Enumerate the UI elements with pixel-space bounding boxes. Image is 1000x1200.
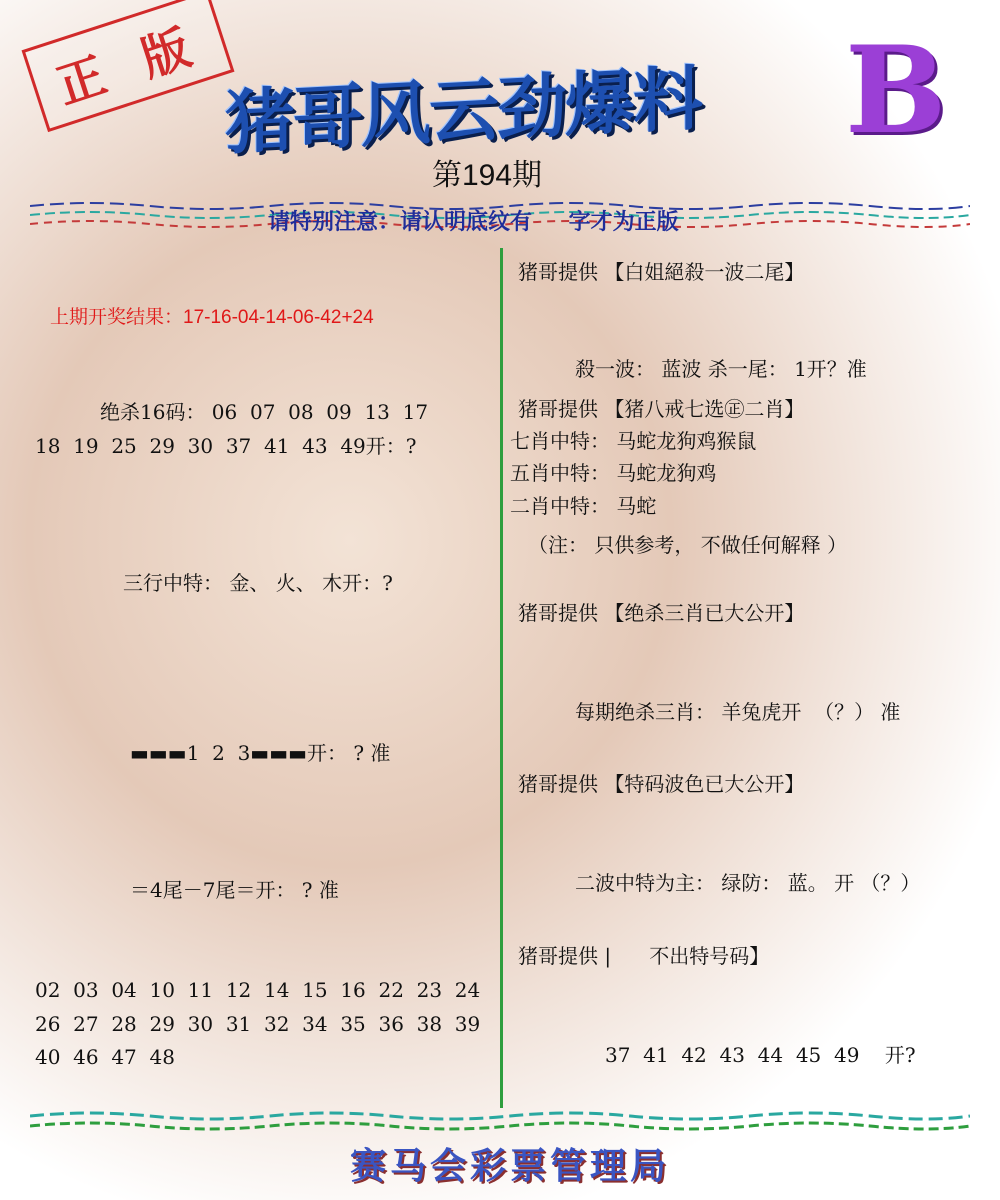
tails-pick: ＝4尾－7尾＝开： ? 准 bbox=[130, 878, 339, 902]
panel2-title: 猪哥提供 【猪八戒七选㊣二肖】 bbox=[518, 397, 805, 421]
panel5-body: 37 41 42 43 44 45 49 开? bbox=[605, 1043, 916, 1067]
panel4-body: 二波中特为主： 绿防： 蓝。 开 （？） bbox=[575, 871, 921, 895]
issue-number: 第194期 bbox=[432, 159, 543, 192]
panel2-two-zodiac: 二肖中特： 马蛇 bbox=[510, 494, 657, 518]
panel3-body: 每期绝杀三肖： 羊兔虎开 （？） 准 bbox=[575, 700, 901, 724]
numbers-line3: 40 46 47 48 bbox=[35, 1045, 175, 1069]
numbers-line2: 26 27 28 29 30 31 32 34 35 36 38 39 bbox=[35, 1012, 481, 1036]
panel2-seven-zodiac: 七肖中特： 马蛇龙狗鸡猴鼠 bbox=[510, 429, 757, 453]
three-elements-pick: 三行中特： 金、 火、 木开：? bbox=[123, 571, 393, 595]
panel3-title: 猪哥提供 【绝杀三肖已大公开】 bbox=[518, 601, 805, 625]
footer-org: 赛马会彩票管理局 bbox=[350, 1146, 671, 1187]
panel1-title: 猪哥提供 【白姐絕殺一波二尾】 bbox=[518, 260, 805, 284]
kill16-line1: 绝杀16码： 06 07 08 09 13 17 bbox=[100, 400, 429, 424]
panel1-body: 殺一波： 蓝波 杀一尾： 1开？准 bbox=[575, 357, 867, 381]
edition-badge: B bbox=[845, 20, 947, 161]
wave-divider-bottom bbox=[30, 1108, 970, 1142]
notice-text: 请特别注意：请认明底纹有 字才为正版 bbox=[268, 209, 679, 234]
bars-pick: ▬▬▬1 2 3▬▬▬开： ? 准 bbox=[130, 741, 391, 765]
column-divider bbox=[500, 248, 503, 1108]
panel4-title: 猪哥提供 【特码波色已大公开】 bbox=[518, 772, 805, 796]
panel2-five-zodiac: 五肖中特： 马蛇龙狗鸡 bbox=[510, 461, 717, 485]
last-draw-result: 上期开奖结果：17-16-04-14-06-42+24 bbox=[50, 307, 374, 328]
panel5-title: 猪哥提供 | 不出特号码】 bbox=[518, 944, 770, 968]
numbers-line1: 02 03 04 10 11 12 14 15 16 22 23 24 bbox=[35, 978, 481, 1002]
panel2-note: （注： 只供参考， 不做任何解释 ） bbox=[528, 533, 848, 557]
kill16-line2: 18 19 25 29 30 37 41 43 49开：? bbox=[35, 434, 417, 458]
authentic-stamp: 正 版 bbox=[22, 0, 235, 132]
page-title: 猪哥风云劲爆料 bbox=[225, 57, 701, 165]
